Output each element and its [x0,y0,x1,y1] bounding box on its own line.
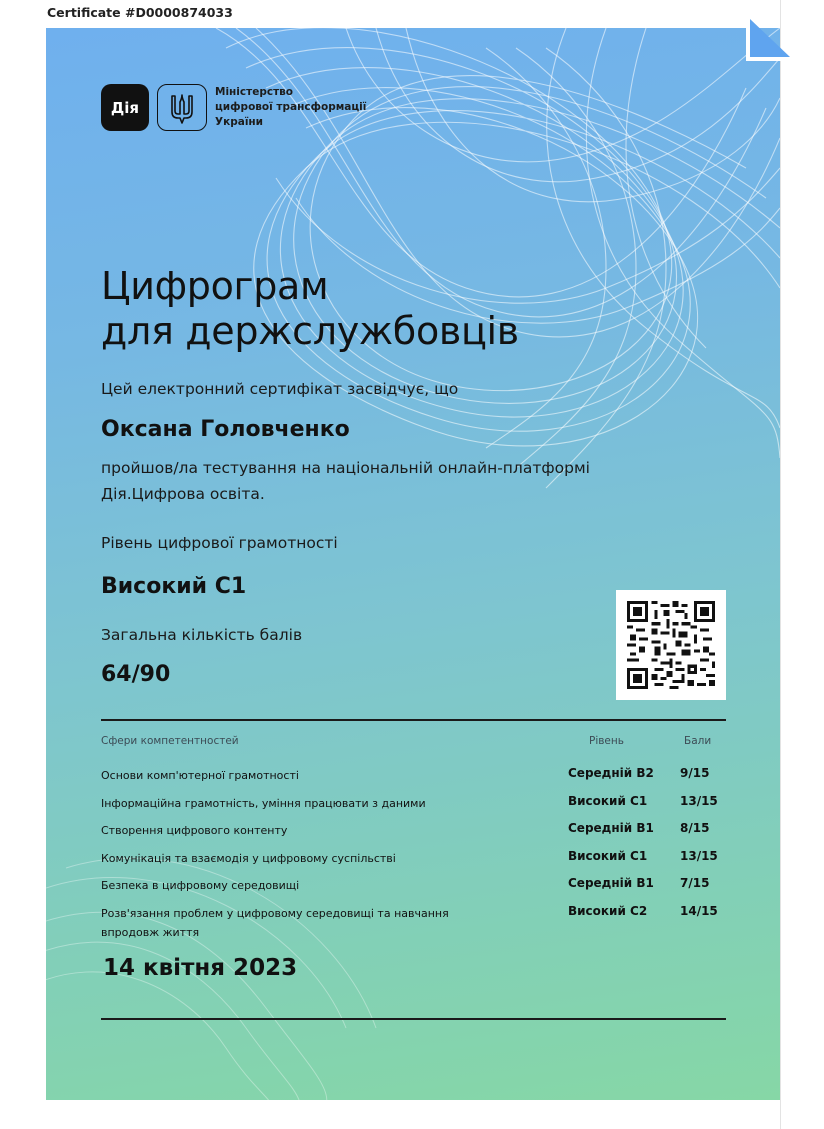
table-row-level: Високий С1 [568,849,648,863]
table-row-score: 9/15 [680,766,710,780]
title-line-1: Цифрограм [101,264,329,308]
table-header-score: Бали [684,735,712,747]
title-line-2: для держслужбовців [101,309,519,353]
course-title [101,264,519,354]
table-row-score: 7/15 [680,876,710,890]
ministry-line-1: Міністерство [215,86,294,98]
table-row-score: 13/15 [680,849,718,863]
score-value: 64/90 [101,662,171,687]
table-row-level: Високий С1 [568,794,648,808]
page-edge [780,0,781,1129]
table-top-divider [101,719,726,721]
table-row-name: Розв'язання проблем у цифровому середовищі та навчання впродовж життя [101,907,449,939]
level-value: Високий С1 [101,574,247,599]
diia-logo: Дія [101,84,149,131]
ministry-name [215,85,366,130]
table-row-level: Середній В1 [568,876,654,890]
ministry-line-3: України [215,116,264,128]
table-row-name: Інформаційна грамотність, уміння працювати з даними [101,797,426,810]
table-row-name: Основи комп'ютерної грамотності [101,769,299,782]
person-name: Оксана Головченко [101,417,350,442]
page-corner-fold [738,15,790,71]
level-label: Рівень цифрової грамотності [101,534,338,552]
table-row-score: 8/15 [680,821,710,835]
logo-row [101,84,366,131]
table-row-score: 14/15 [680,904,718,918]
passed-text-line-1: пройшов/ла тестування на національній онлайн-платформі [101,459,590,477]
table-header-level: Рівень [589,735,624,747]
table-bottom-divider [101,1018,726,1020]
table-row-name: Створення цифрового контенту [101,824,288,837]
table-row-name: Безпека в цифровому середовищі [101,879,300,892]
table-row-level: Високий С2 [568,904,648,918]
passed-text-line-2: Дія.Цифрова освіта. [101,485,265,503]
table-header-sphere: Сфери компетентностей [101,735,239,747]
ministry-line-2: цифрової трансформації [215,101,367,113]
certifies-text: Цей електронний сертифікат засвідчує, що [101,380,459,398]
qr-code[interactable] [616,590,726,700]
coat-of-arms-icon [157,84,207,131]
table-row-score: 13/15 [680,794,718,808]
issue-date: 14 квітня 2023 [103,955,298,981]
certificate-id: Certificate #D0000874033 [47,5,233,20]
table-row-level: Середній В2 [568,766,654,780]
score-label: Загальна кількість балів [101,626,303,644]
table-row-name: Комунікація та взаємодія у цифровому суспільстві [101,852,396,865]
table-row-level: Середній В1 [568,821,654,835]
